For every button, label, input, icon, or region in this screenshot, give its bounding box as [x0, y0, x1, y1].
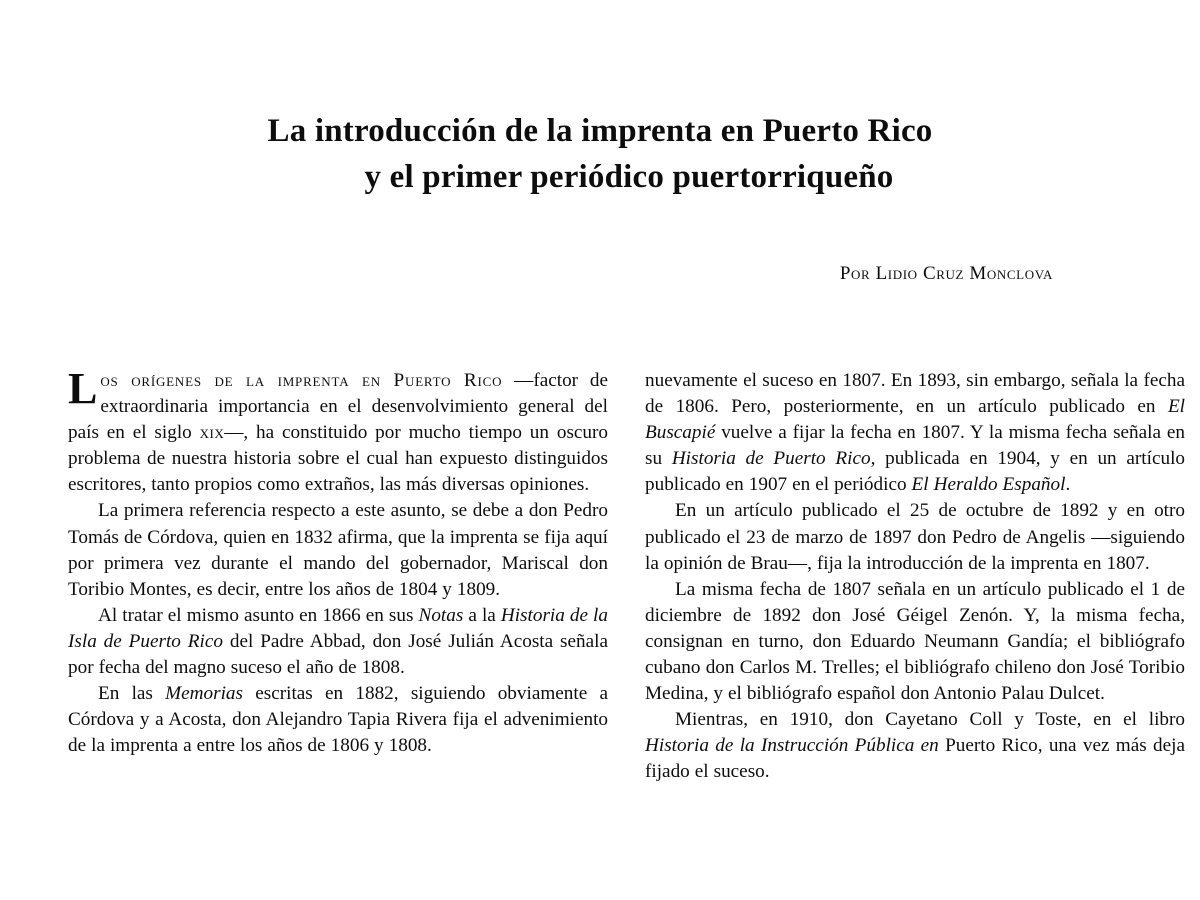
paragraph — [68, 498, 608, 602]
paragraph — [68, 603, 608, 681]
work-title-italic: Notas — [418, 604, 464, 626]
century-smallcaps: xix — [199, 422, 225, 444]
paragraph — [645, 498, 1185, 576]
work-title-italic: Historia de Puerto Rico — [671, 448, 871, 470]
work-title-italic: El Heraldo Español — [911, 474, 1066, 496]
paragraph-text: —, ha constituido por mucho tiempo un oscuro problema de nuestra historia sobre el cual han expuesto distinguidos escritores, tanto propios como extraños, las más diversas opiniones. — [68, 422, 608, 496]
paragraph — [645, 368, 1185, 498]
body-columns — [0, 368, 1200, 900]
paragraph-text: En un artículo publicado el 25 de octubre de 1892 y en otro publicado el 23 de marzo de 1897 don Pedro de Angelis —siguiendo la opinión de Brau—, fija la introducción de la imprenta en 1807. — [645, 500, 1185, 574]
paragraph-text: En las — [98, 683, 166, 705]
paragraph-text: . — [1065, 474, 1071, 496]
lead-smallcaps: os orígenes de la imprenta en Puerto Rico — [100, 370, 503, 391]
paragraph-text: vuelve a fijar la fecha en 1807. Y la misma fecha señala en su — [645, 422, 1185, 470]
work-title-italic: Memorias — [165, 683, 243, 705]
title-line-1: La introducción de la imprenta en Puerto Rico — [267, 113, 933, 149]
paragraph-text: Al tratar el mismo asunto en 1866 en sus — [98, 604, 419, 626]
paragraph-text: La misma fecha de 1807 señala en un artículo publicado el 1 de diciembre de 1892 don José Géigel Zenón. Y, la misma fecha, consignan en turno, don Eduardo Neumann Gandía; el bibliógrafo cubano don Carlos M. Trelles; el bibliógrafo chileno don José Toribio Medina, y el bibliógrafo español don Antonio Palau Dulcet. — [645, 578, 1185, 705]
byline — [0, 263, 1053, 285]
paragraph — [68, 681, 608, 759]
column-right — [645, 368, 1185, 900]
paragraph-text: Mientras, en 1910, don Cayetano Coll y Toste, en el libro — [675, 709, 1185, 731]
paragraph-text: —factor de extraordinaria importancia en el desenvolvimiento general del país en el siglo — [68, 370, 608, 444]
paragraph — [645, 707, 1185, 785]
paragraph-text: , publicada en 1904, y en un artículo publicado en 1907 en el periódico — [645, 448, 1185, 496]
paragraph-text: del Padre Abbad, don José Julián Acosta señala por fecha del magno suceso el año de 1808. — [68, 630, 608, 679]
title-line-2: y el primer periódico puertorriqueño — [364, 159, 894, 195]
work-title-italic: Historia de la Instrucción Pública en — [645, 735, 939, 757]
drop-cap: L — [68, 368, 98, 413]
paragraph — [645, 577, 1185, 707]
work-title-italic: Historia de la Isla de Puerto Rico — [68, 604, 608, 652]
paragraph-text: La primera referencia respecto a este asunto, se debe a don Pedro Tomás de Córdova, quien en 1832 afirma, que la imprenta se fija aquí por primera vez durante el mando del gobernador, Mariscal don Toribio Montes, es decir, entre los años de 1804 y 1809. — [68, 500, 608, 600]
work-title-italic: El Buscapié — [645, 396, 1185, 444]
byline-text: Por Lidio Cruz Monclova — [839, 263, 1053, 284]
paragraph-text: Puerto Rico, una vez más deja fijado el suceso. — [645, 735, 1185, 783]
page-title — [100, 108, 1100, 200]
paragraph-text: nuevamente el suceso en 1807. En 1893, sin embargo, señala la fecha de 1806. Pero, posteriormente, en un artículo publicado en — [645, 370, 1185, 418]
paragraph-text: escritas en 1882, siguiendo obviamente a Córdova y a Acosta, don Alejandro Tapia Rivera fija el advenimiento de la imprenta a entre los años de 1806 y 1808. — [68, 683, 608, 757]
paragraph-text: a la — [463, 604, 501, 626]
paragraph — [68, 368, 608, 498]
column-left — [68, 368, 608, 900]
